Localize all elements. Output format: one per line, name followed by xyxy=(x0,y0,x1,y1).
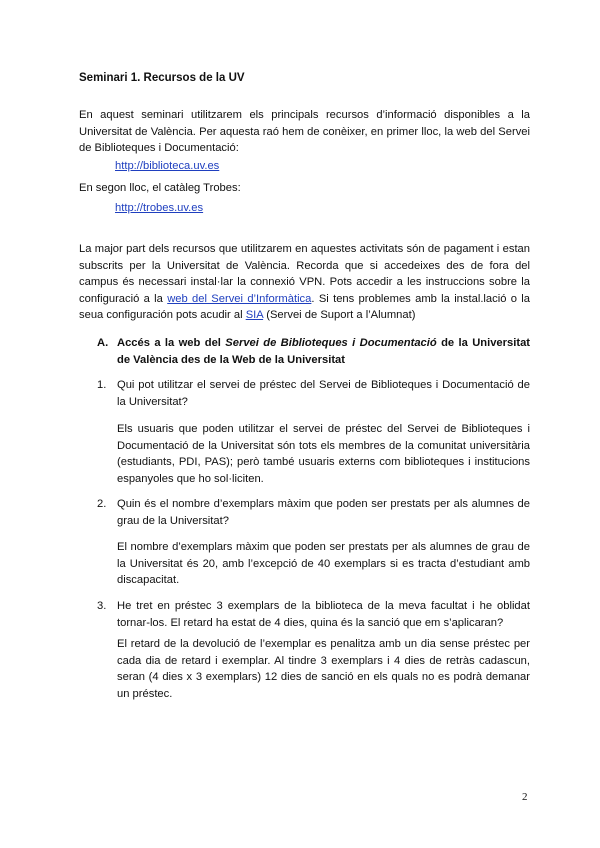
page-number: 2 xyxy=(522,791,528,803)
question-1-number: 1. xyxy=(97,379,107,391)
question-2-number: 2. xyxy=(97,498,107,510)
access-text-2: . Si tens problemes amb la instal.lació o la seua configuración pots acudir al xyxy=(79,292,530,321)
informatica-link[interactable]: web del Servei d’Informàtica xyxy=(167,292,312,305)
section-heading xyxy=(117,335,530,368)
question-1: Qui pot utilitzar el servei de préstec del Servei de Biblioteques i Documentació de la Universitat? xyxy=(117,379,530,408)
answer-2: El nombre d’exemplars màxim que poden ser prestats per als alumnes de grau de la Universitat és 20, amb l’excepció de 40 exemplars si es tracta d’estudiant amb discapacitat. xyxy=(117,541,530,586)
biblioteca-link[interactable]: http://biblioteca.uv.es xyxy=(115,160,220,172)
access-text-3: (Servei de Suport a l’Alumnat) xyxy=(266,309,416,321)
page-title: Seminari 1. Recursos de la UV xyxy=(79,72,245,84)
question-3-number: 3. xyxy=(97,600,107,612)
question-3: He tret en préstec 3 exemplars de la biblioteca de la meva facultat i he oblidat tornar-los. El retard ha estat de 4 dies, quina és la sanció que em s’aplicaran? xyxy=(117,600,530,629)
sia-link[interactable]: SIA xyxy=(245,309,264,321)
answer-1: Els usuaris que poden utilitzar el servei de préstec del Servei de Biblioteques i Documentació de la Universitat són tots els membres de la comunitat universitària (estudiants, PDI, PAS); però també usuaris externs com biblioteques i institucions espanyoles que ho sol·liciten. xyxy=(117,423,530,485)
section-letter: A. xyxy=(97,337,109,349)
second-resource-label: En segon lloc, el catàleg Trobes: xyxy=(79,182,241,194)
section-heading-post: de la Universitat de València des de la Web de la Universitat xyxy=(117,337,531,366)
question-2: Quin és el nombre d’exemplars màxim que poden ser prestats per als alumnes de grau de la Universitat? xyxy=(117,498,530,527)
access-paragraph xyxy=(79,241,530,324)
answer-3: El retard de la devolució de l’exemplar es penalitza amb un dia sense préstec per cada dia de retard i exemplar. Al tindre 3 exemplars i 4 dies de retràs cadascun, seran (4 dies x 3 exemplars) 12 dies de sanció en els quals no es podrà demanar un préstec. xyxy=(117,638,530,700)
intro-paragraph: En aquest seminari utilitzarem els principals recursos d’informació disponibles a la Universitat de València. Per aquesta raó hem de conèixer, en primer lloc, la web del Servei de Biblioteques i Documentació: xyxy=(79,109,530,154)
trobes-link[interactable]: http://trobes.uv.es xyxy=(115,202,204,214)
section-heading-pre: Accés a la web del xyxy=(117,337,221,349)
access-text-1: La major part dels recursos que utilitzarem en aquestes activitats són de pagament i estan subscrits per la Universitat de València. Recorda que si accedeixes des de fora del campus és necessari instal·lar la connexió VPN. Pots accedir a les instruccions sobre la configuració a la xyxy=(79,243,530,305)
section-heading-italic: Servei de Biblioteques i Documentació xyxy=(225,337,437,349)
